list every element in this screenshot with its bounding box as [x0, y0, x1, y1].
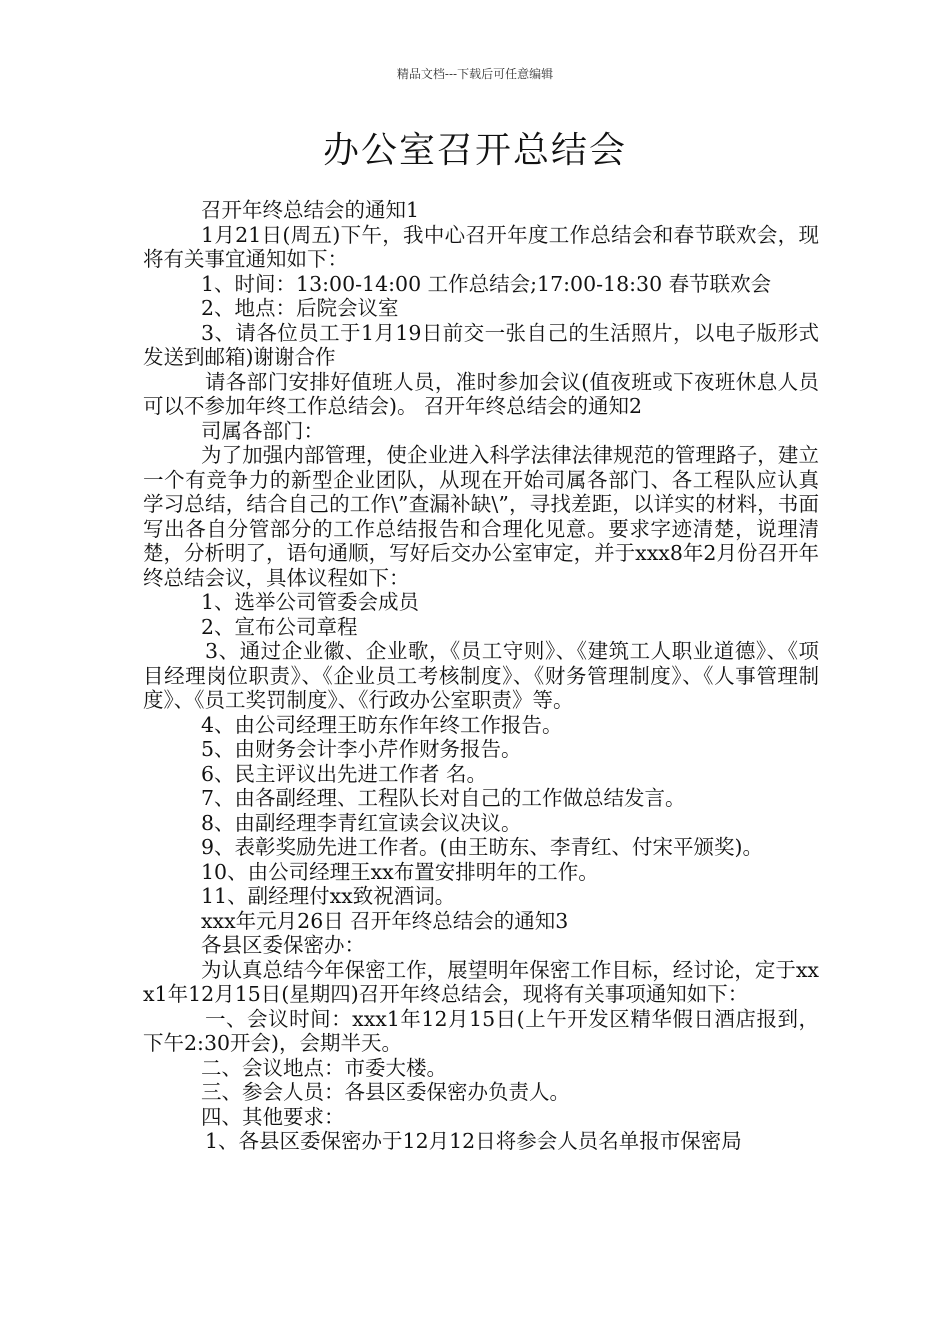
paragraph: 9、表彰奖励先进工作者。(由王昉东、李青红、付宋平颁奖)。	[201, 835, 764, 859]
paragraph: 4、由公司经理王昉东作年终工作报告。	[201, 712, 563, 737]
paragraph: 为认真总结今年保密工作，展望明年保密工作目标，经讨论，定于xxx1年12月15日(星期四)召开年终总结会，现将有关事项通知如下：	[143, 957, 819, 1006]
paragraph: 1、各县区委保密办于12月12日将参会人员名单报市保密局	[205, 1129, 742, 1153]
document-body	[143, 198, 819, 1154]
paragraph: 司属各部门：	[201, 418, 324, 443]
paragraph: 二、会议地点：市委大楼。	[201, 1055, 447, 1080]
paragraph: 5、由财务会计李小芹作财务报告。	[201, 737, 522, 761]
paragraph: 8、由副经理李青红宣读会议决议。	[201, 810, 522, 835]
document-title: 办公室召开总结会	[322, 130, 627, 171]
paragraph: 10、由公司经理王xx布置安排明年的工作。	[201, 859, 599, 884]
paragraph: 三、参会人员：各县区委保密办负责人。	[201, 1080, 570, 1104]
paragraph: 1、时间：13:00-14:00 工作总结会;17:00-18:30 春节联欢会	[201, 271, 772, 296]
paragraph: 请各部门安排好值班人员，准时参加会议(值夜班或下夜班休息人员可以不参加年终工作总结会)。 召开年终总结会的通知2	[143, 369, 819, 418]
page-header-note: 精品文档---下载后可任意编辑	[396, 67, 554, 81]
paragraph: 2、地点：后院会议室	[201, 296, 399, 320]
paragraph: 3、请各位员工于1月19日前交一张自己的生活照片，以电子版形式发送到邮箱)谢谢合作	[143, 320, 819, 369]
paragraph: 11、副经理付xx致祝酒词。	[201, 884, 456, 908]
paragraph: 1、选举公司管委会成员	[201, 590, 420, 614]
paragraph: 1月21日(周五)下午，我中心召开年度工作总结会和春节联欢会，现将有关事宜通知如下：	[143, 222, 819, 271]
paragraph: 为了加强内部管理，使企业进入科学法律法律规范的管理路子，建立一个有竞争力的新型企业团队，从现在开始司属各部门、各工程队应认真学习总结，结合自己的工作\”查漏补缺\”，寻找差距，以详实的材料，书面写出各自分管部分的工作总结报告和合理化见意。要求字迹清楚，说理清楚，分析明了，语句通顺，写好后交办公室审定，并于xxx8年2月份召开年终总结会议，具体议程如下：	[143, 443, 819, 590]
paragraph: 7、由各副经理、工程队长对自己的工作做总结发言。	[201, 786, 686, 810]
paragraph: 召开年终总结会的通知1	[201, 198, 420, 222]
paragraph: 3、通过企业徽、企业歌，《员工守则》、《建筑工人职业道德》、《项目经理岗位职责》、《企业员工考核制度》、《财务管理制度》、《人事管理制度》、《员工奖罚制度》、《行政办公室职责》等。	[143, 639, 819, 712]
paragraph: 各县区委保密办：	[201, 933, 365, 957]
paragraph: xxx年元月26日 召开年终总结会的通知3	[201, 908, 569, 933]
paragraph: 2、宣布公司章程	[201, 614, 358, 639]
paragraph: 四、其他要求：	[201, 1104, 345, 1129]
paragraph: 6、民主评议出先进工作者 名。	[201, 761, 488, 786]
paragraph: 一、会议时间：xxx1年12月15日(上午开发区精华假日酒店报到，下午2:30开会)，会期半天。	[143, 1006, 819, 1055]
